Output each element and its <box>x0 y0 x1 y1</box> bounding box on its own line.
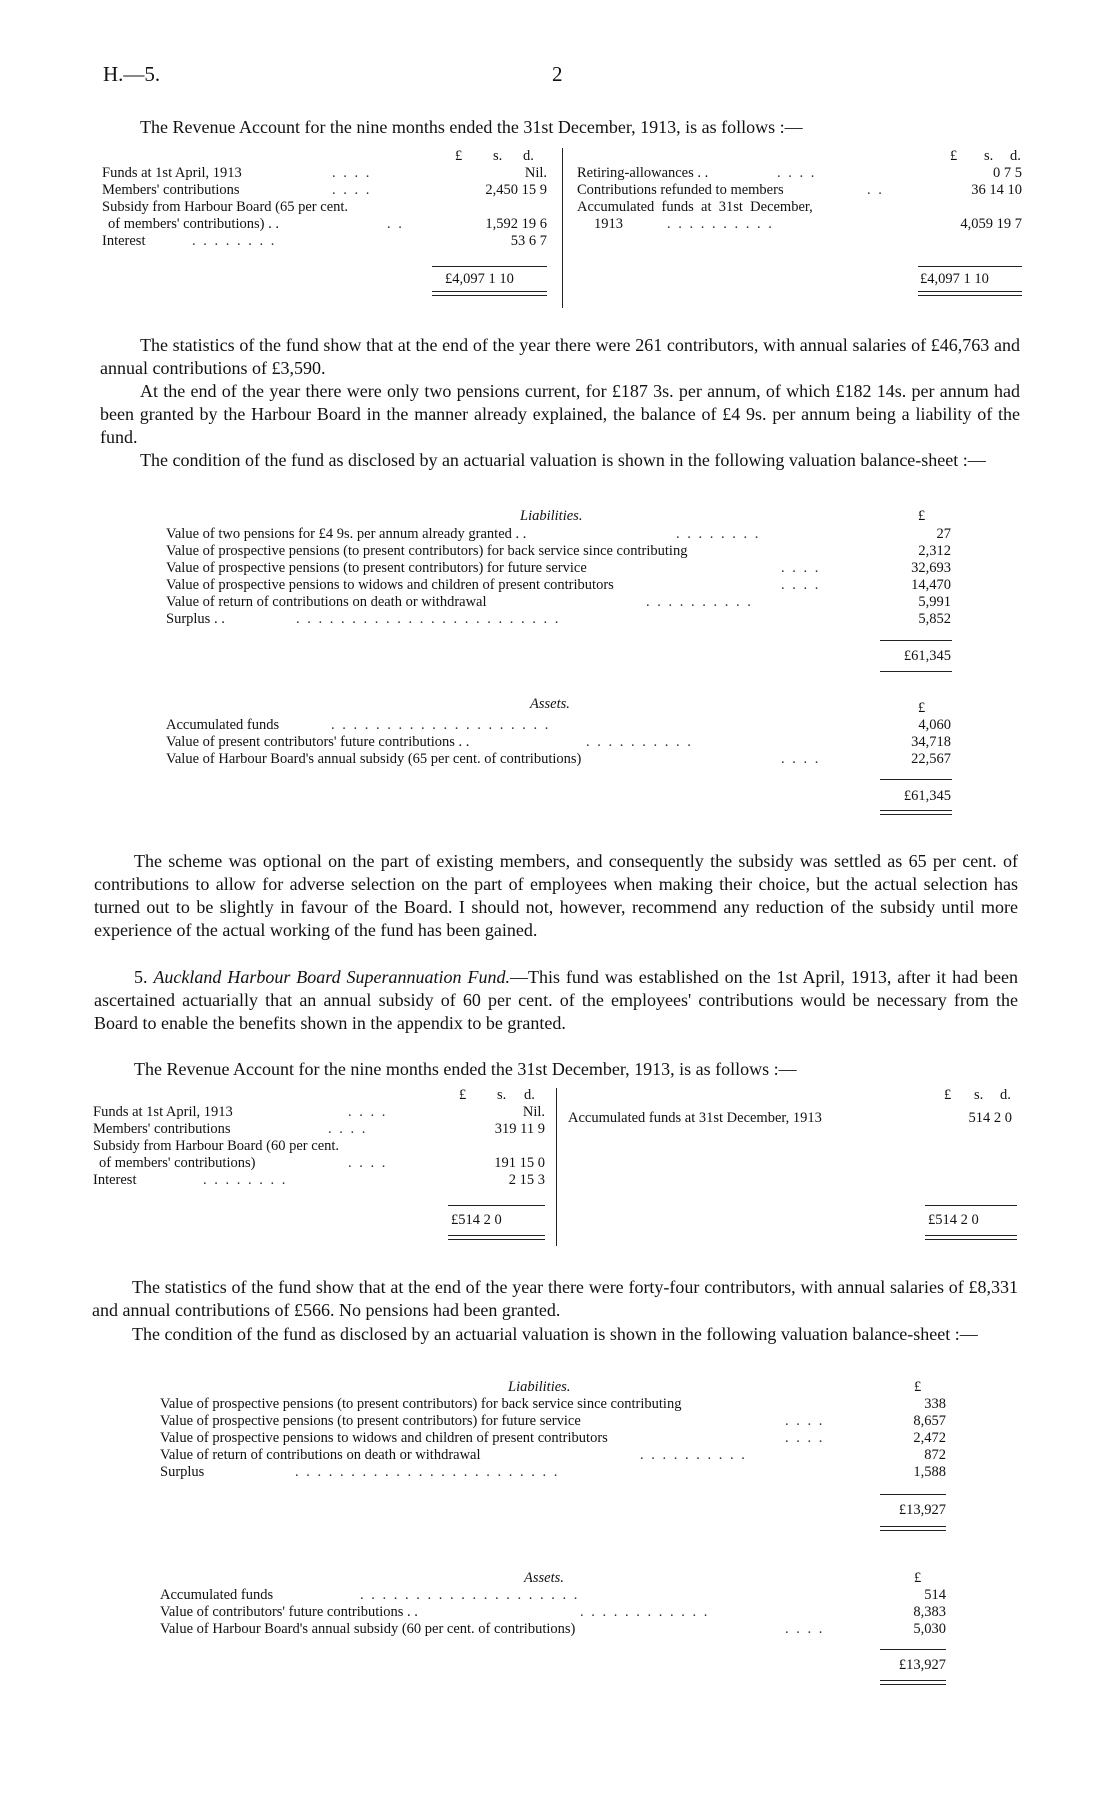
shillings-heading: s. <box>497 1087 507 1103</box>
row-label: Members' contributions <box>93 1121 231 1137</box>
row-label: Value of two pensions for £4 9s. per annum already granted . . <box>166 526 527 542</box>
leader-dots: . . . . . . . . . . <box>586 734 693 750</box>
leader-dots: . . <box>867 182 884 198</box>
leader-dots: . . . . . . . . <box>676 526 761 542</box>
leader-dots: . . . . <box>781 577 821 593</box>
assets-total: £13,927 <box>898 1657 946 1673</box>
liabilities-total: £61,345 <box>903 648 951 664</box>
shillings-heading: s. <box>974 1087 984 1103</box>
row-label: Subsidy from Harbour Board (60 per cent. <box>93 1138 340 1154</box>
row-label: Surplus . . <box>166 611 225 627</box>
row-label: Funds at 1st April, 1913 <box>93 1104 233 1120</box>
leader-dots: . . . . . . . . <box>203 1172 288 1188</box>
section-title: Auckland Harbour Board Superannuation Fund. <box>153 967 510 987</box>
row-amount: 1,588 <box>913 1464 946 1480</box>
pound-heading: £ <box>914 1570 922 1586</box>
row-amount: 4,060 <box>918 717 951 733</box>
row-amount: 2,450 15 9 <box>485 182 547 198</box>
row-label: Contributions refunded to members <box>577 182 784 198</box>
left-total: £4,097 1 10 <box>445 271 514 287</box>
paragraph: At the end of the year there were only two pensions current, for £187 3s. per annum, of which £182 14s. per annum had been granted by the Harbour Board in the manner already explained, the balance of £4 9s. per annum being a liability of the fund. <box>100 381 1020 447</box>
right-total: £4,097 1 10 <box>920 271 989 287</box>
section-number: 5. <box>134 967 154 987</box>
row-label: Retiring-allowances . . <box>577 165 709 181</box>
liabilities-heading: Liabilities. <box>520 508 583 524</box>
row-amount: 5,030 <box>913 1621 946 1637</box>
row-amount: 2,312 <box>918 543 951 559</box>
pound-heading: £ <box>950 148 958 164</box>
pound-heading: £ <box>914 1379 922 1395</box>
rule <box>880 1530 946 1531</box>
liability-row <box>160 1464 946 1481</box>
section-text: —This fund was established on the 1st April, 1913, after it had been ascertained actuarially that an annual subsidy of 60 per cent. of the employees' contributions would be necessary from the Board to enable the benefits shown in the appendix to be granted. <box>94 967 1019 1033</box>
row-amount: 872 <box>924 1447 946 1463</box>
leader-dots: . . . . . . . . . . . . <box>580 1604 710 1620</box>
row-amount: 514 <box>924 1587 946 1603</box>
rule <box>880 1494 946 1495</box>
row-label: Value of prospective pensions (to present contributors) for future service <box>160 1413 581 1429</box>
leader-dots: . . . . <box>785 1413 825 1429</box>
right-total: £514 2 0 <box>928 1212 979 1228</box>
row-amount: 514 2 0 <box>968 1110 1012 1126</box>
leader-dots: . . . . . . . . . . <box>640 1447 747 1463</box>
pound-heading: £ <box>918 508 926 524</box>
row-amount: Nil. <box>522 1104 545 1120</box>
paragraph: The condition of the fund as disclosed by an actuarial valuation is shown in the following valuation balance-sheet :— <box>132 1324 978 1344</box>
liability-row <box>160 1430 946 1447</box>
row-label: Value of prospective pensions to widows and children of present contributors <box>160 1430 608 1446</box>
liability-row <box>160 1396 946 1413</box>
leader-dots: . . <box>387 216 404 232</box>
row-label: of members' contributions) <box>99 1155 256 1171</box>
row-amount: 34,718 <box>911 734 951 750</box>
row-amount: 5,852 <box>918 611 951 627</box>
page-number: 2 <box>552 62 563 86</box>
shillings-heading: s. <box>493 148 503 164</box>
leader-dots: . . . . <box>781 751 821 767</box>
row-label: Accumulated funds <box>160 1587 274 1603</box>
row-amount: 2,472 <box>913 1430 946 1446</box>
leader-dots: . . . . <box>785 1430 825 1446</box>
row-amount: 319 11 9 <box>494 1121 545 1137</box>
pence-heading: d. <box>523 148 534 164</box>
row-label: Funds at 1st April, 1913 <box>102 165 242 181</box>
row-label: Value of present contributors' future contributions . . <box>166 734 470 750</box>
leader-dots: . . . . . . . . . . . . . . . . . . . . . . . . <box>295 1464 560 1480</box>
row-amount: 1,592 19 6 <box>485 216 547 232</box>
row-amount: 338 <box>924 1396 946 1412</box>
row-label: Value of Harbour Board's annual subsidy (65 per cent. of contributions) <box>166 751 582 767</box>
paragraph: The statistics of the fund show that at the end of the year there were forty-four contributors, with annual salaries of £8,331 and annual contributions of £566. No pensions had been granted. <box>92 1277 1018 1320</box>
paragraph: The condition of the fund as disclosed by an actuarial valuation is shown in the following valuation balance-sheet :— <box>140 450 986 470</box>
liabilities-heading: Liabilities. <box>508 1379 571 1395</box>
pound-heading: £ <box>918 700 926 716</box>
row-label: Surplus <box>160 1464 205 1480</box>
row-label: Accumulated funds <box>166 717 280 733</box>
leader-dots: . . . . . . . . <box>192 233 277 249</box>
rule <box>880 1684 946 1685</box>
row-amount: 22,567 <box>911 751 951 767</box>
leader-dots: . . . . . . . . . . . . . . . . . . . . <box>360 1587 580 1603</box>
pound-heading: £ <box>455 148 463 164</box>
row-amount: 32,693 <box>911 560 951 576</box>
document-reference: H.—5. <box>103 62 161 86</box>
leader-dots: . . . . <box>332 165 372 181</box>
row-amount: 4,059 19 7 <box>960 216 1022 232</box>
pence-heading: d. <box>1010 148 1021 164</box>
liability-row <box>160 1413 946 1430</box>
paragraph: The Revenue Account for the nine months ended the 31st December, 1913, is as follows :— <box>134 1059 797 1079</box>
paragraph: The scheme was optional on the part of existing members, and consequently the subsidy was settled as 65 per cent. of contributions to allow for adverse selection on the part of employees when making their choice, but the actual selection has turned out to be slightly in favour of the Board. I should not, however, recommend any reduction of the subsidy until more experience of the actual working of the fund has been gained. <box>94 851 1018 940</box>
leader-dots: . . . . . . . . . . <box>667 216 774 232</box>
row-label: Subsidy from Harbour Board (65 per cent. <box>102 199 349 215</box>
shillings-heading: s. <box>984 148 994 164</box>
leader-dots: . . . . <box>328 1121 368 1137</box>
assets-heading: Assets. <box>524 1570 564 1586</box>
revenue-account-intro: The Revenue Account for the nine months ended the 31st December, 1913, is as follows :— <box>140 117 803 137</box>
pence-heading: d. <box>1000 1087 1011 1103</box>
leader-dots: . . . . <box>348 1155 388 1171</box>
row-label: Value of prospective pensions (to present contributors) for back service since contributing <box>160 1396 682 1412</box>
row-amount: Nil. <box>524 165 547 181</box>
row-label: Value of Harbour Board's annual subsidy (60 per cent. of contributions) <box>160 1621 576 1637</box>
leader-dots: . . . . . . . . . . . . . . . . . . . . . . . . <box>296 611 561 627</box>
row-label: Value of contributors' future contributions . . <box>160 1604 418 1620</box>
row-label: Value of prospective pensions (to present contributors) for back service since contributing <box>166 543 688 559</box>
left-total: £514 2 0 <box>451 1212 502 1228</box>
row-amount: 8,657 <box>913 1413 946 1429</box>
leader-dots: . . . . <box>781 560 821 576</box>
row-amount: 0 7 5 <box>993 165 1022 181</box>
leader-dots: . . . . <box>777 165 817 181</box>
rule <box>880 1526 946 1527</box>
row-amount: 8,383 <box>913 1604 946 1620</box>
row-label: of members' contributions) . . <box>108 216 279 232</box>
row-label: Members' contributions <box>102 182 240 198</box>
leader-dots: . . . . . . . . . . . . . . . . . . . . <box>331 717 551 733</box>
row-label: Value of return of contributions on death or withdrawal <box>166 594 487 610</box>
row-amount: 2 15 3 <box>508 1172 545 1188</box>
liability-row <box>160 1447 946 1464</box>
row-amount: 191 15 0 <box>494 1155 545 1171</box>
rule <box>880 1649 946 1650</box>
leader-dots: . . . . . . . . . . <box>646 594 753 610</box>
row-label: Interest <box>93 1172 137 1188</box>
row-amount: 36 14 10 <box>971 182 1022 198</box>
row-label: Value of return of contributions on death or withdrawal <box>160 1447 481 1463</box>
rule <box>880 1680 946 1681</box>
paragraph: The statistics of the fund show that at the end of the year there were 261 contributors, with annual salaries of £46,763 and annual contributions of £3,590. <box>100 335 1020 378</box>
pound-heading: £ <box>459 1087 467 1103</box>
pence-heading: d. <box>524 1087 535 1103</box>
row-label: Value of prospective pensions (to present contributors) for future service <box>166 560 587 576</box>
pound-heading: £ <box>944 1087 952 1103</box>
liabilities-total: £13,927 <box>898 1502 946 1518</box>
row-label: Value of prospective pensions to widows and children of present contributors <box>166 577 614 593</box>
row-label: Accumulated funds at 31st December, <box>577 199 813 215</box>
row-label: Interest <box>102 233 146 249</box>
row-amount: 27 <box>936 526 951 542</box>
row-label: Accumulated funds at 31st December, 1913 <box>568 1110 822 1126</box>
leader-dots: . . . . <box>785 1621 825 1637</box>
leader-dots: . . . . <box>348 1104 388 1120</box>
asset-row <box>160 1587 946 1604</box>
asset-row <box>160 1621 946 1638</box>
row-amount: 14,470 <box>911 577 951 593</box>
row-label: 1913 <box>594 216 623 232</box>
assets-total: £61,345 <box>903 788 951 804</box>
assets-heading: Assets. <box>530 696 570 712</box>
asset-row <box>160 1604 946 1621</box>
leader-dots: . . . . <box>332 182 372 198</box>
row-amount: 53 6 7 <box>510 233 547 249</box>
row-amount: 5,991 <box>918 594 951 610</box>
